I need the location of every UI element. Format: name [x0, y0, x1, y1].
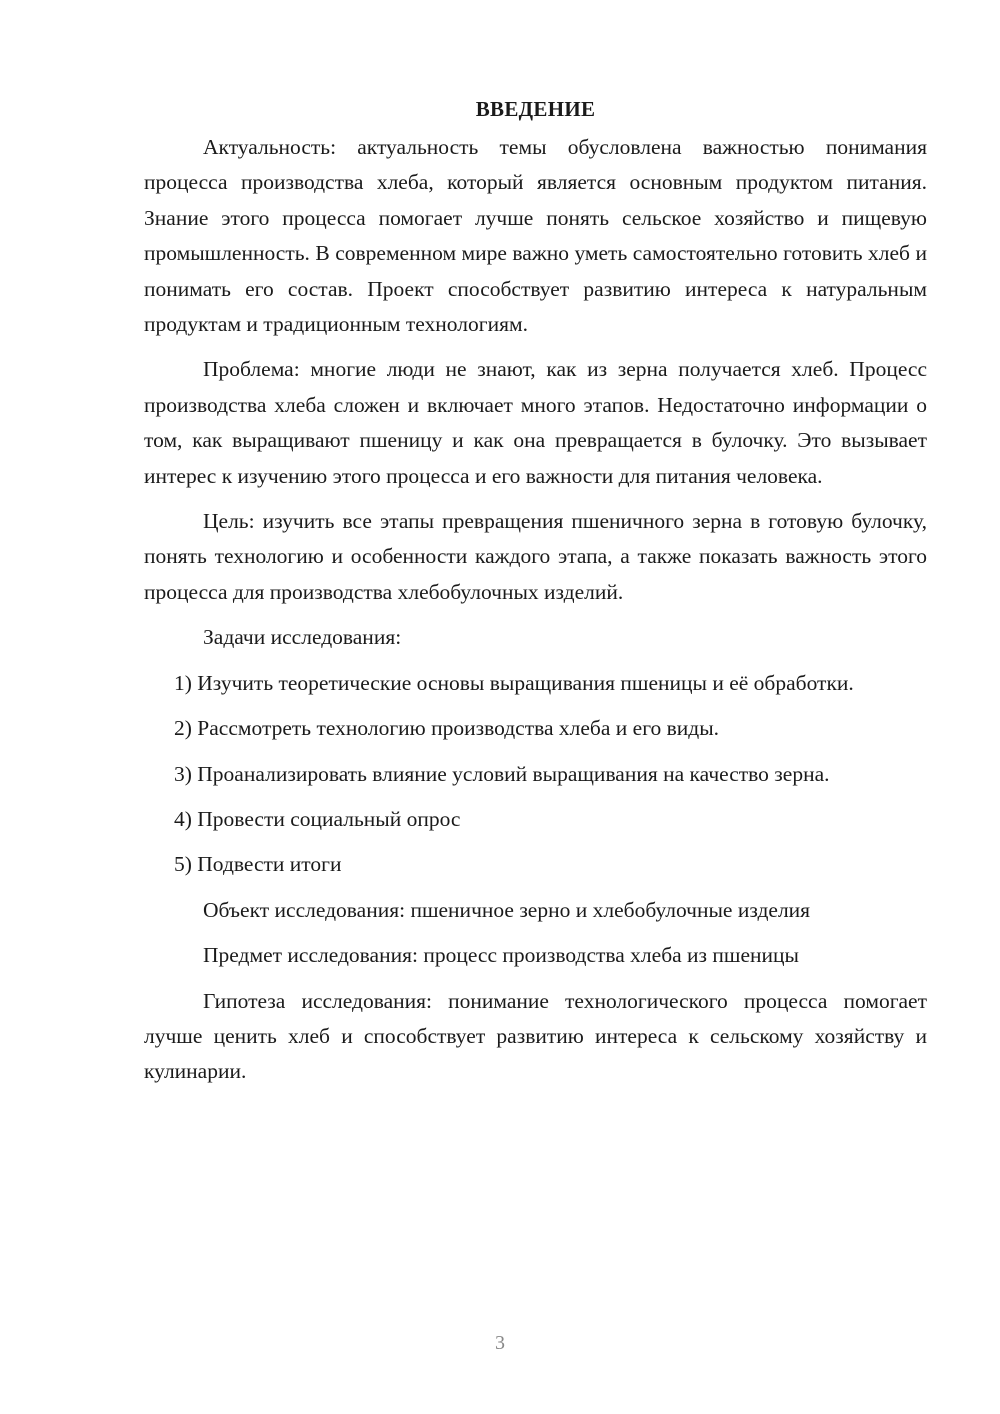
paragraph-object: Объект исследования: пшеничное зерно и хлебобулочные изделия [203, 897, 811, 922]
paragraph-goal: Цель: изучить все этапы превращения пшеничного зерна в готовую булочку, понять технологию и особенности каждого этапа, а также показать важность этого процесса для производства хлебобулочных изделий. [144, 509, 927, 604]
task-item-4: 4) Провести социальный опрос [174, 806, 461, 831]
section-heading: ВВЕДЕНИЕ [475, 97, 596, 121]
paragraph-problem: Проблема: многие люди не знают, как из зерна получается хлеб. Процесс производства хлеба сложен и включает много этапов. Недостаточно информации о том, как выращивают пшеницу и как она превращается в булочку. Это вызывает интерес к изучению этого процесса и его важности для питания человека. [144, 357, 927, 488]
document-page [144, 92, 927, 1090]
page-number: 3 [495, 1332, 505, 1354]
paragraph-relevance: Актуальность: актуальность темы обусловлена важностью понимания процесса производства хлеба, который является основным продуктом питания. Знание этого процесса помогает лучше понять сельское хозяйство и пищевую промышленность. В современном мире важно уметь самостоятельно готовить хлеб и понимать его состав. Проект способствует развитию интереса к натуральным продуктам и традиционным технологиям. [144, 135, 927, 337]
paragraph-tasks-heading: Задачи исследования: [203, 625, 402, 650]
task-item-5: 5) Подвести итоги [174, 852, 342, 877]
task-item-3: 3) Проанализировать влияние условий выращивания на качество зерна. [174, 761, 830, 786]
task-item-1: 1) Изучить теоретические основы выращивания пшеницы и её обработки. [174, 670, 854, 695]
task-item-2: 2) Рассмотреть технологию производства хлеба и его виды. [174, 716, 720, 741]
paragraph-subject: Предмет исследования: процесс производства хлеба из пшеницы [203, 943, 799, 968]
paragraph-hypothesis: Гипотеза исследования: понимание технологического процесса помогает лучше ценить хлеб и способствует развитию интереса к сельскому хозяйству и кулинарии. [144, 988, 927, 1084]
